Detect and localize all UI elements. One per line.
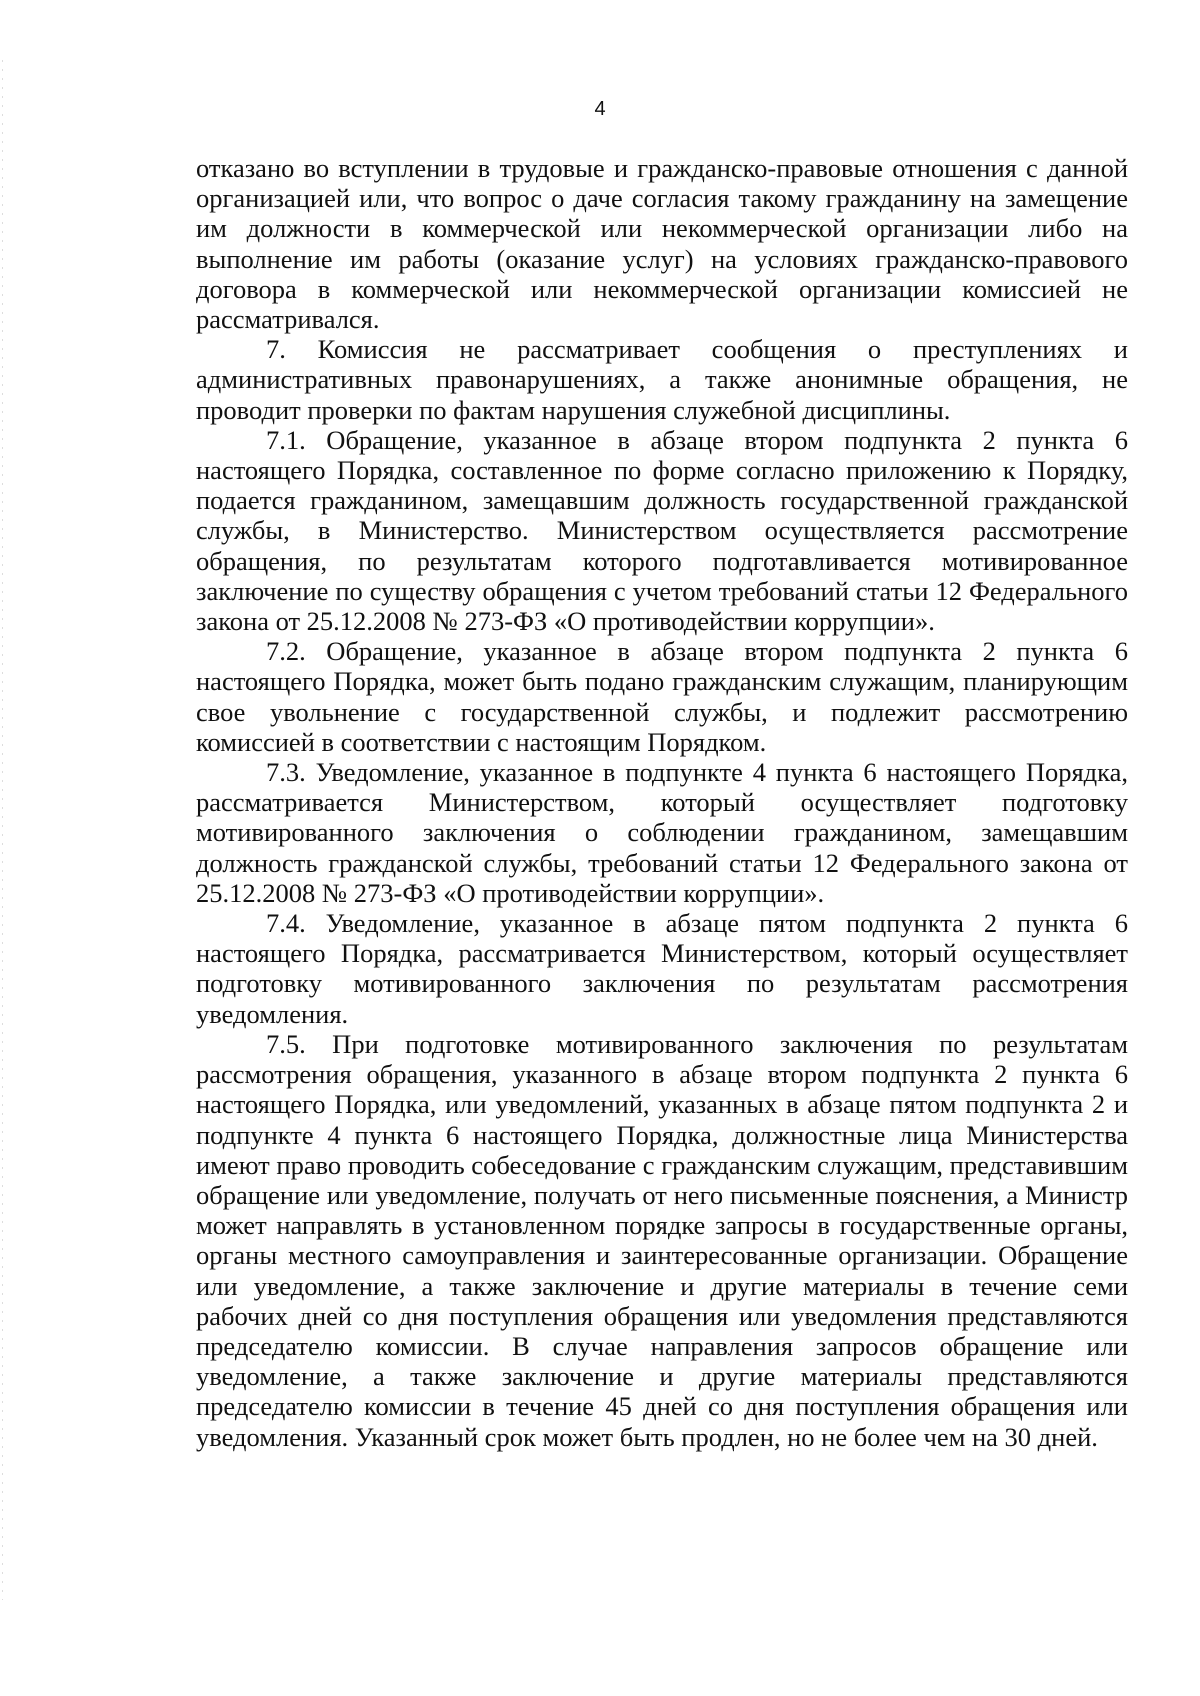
document-body (196, 153, 1128, 1452)
page-number: 4 (594, 98, 606, 120)
paragraph-7-4: 7.4. Уведомление, указанное в абзаце пятом подпункта 2 пункта 6 настоящего Порядка, рассматривается Министерством, который осуществляет подготовку мотивированного заключения по результатам рассмотрения уведомления. (196, 908, 1128, 1029)
scan-edge-artifact (2, 60, 3, 1600)
paragraph-7-5: 7.5. При подготовке мотивированного заключения по результатам рассмотрения обращения, указанного в абзаце втором подпункта 2 пункта 6 настоящего Порядка, или уведомлений, указанных в абзаце пятом подпункта 2 и подпункте 4 пункта 6 настоящего Порядка, должностные лица Министерства имеют право проводить собеседование с гражданским служащим, представившим обращение или уведомление, получать от него письменные пояснения, а Министр может направлять в установленном порядке запросы в государственные органы, органы местного самоуправления и заинтересованные организации. Обращение или уведомление, а также заключение и другие материалы в течение семи рабочих дней со дня поступления обращения или уведомления представляются председателю комиссии. В случае направления запросов обращение или уведомление, а также заключение и другие материалы представляются председателю комиссии в течение 45 дней со дня поступления обращения или уведомления. Указанный срок может быть продлен, но не более чем на 30 дней. (196, 1028, 1128, 1452)
paragraph-7-2: 7.2. Обращение, указанное в абзаце втором подпункта 2 пункта 6 настоящего Порядка, может быть подано гражданским служащим, планирующим свое увольнение с государственной службы, и подлежит рассмотрению комиссией в соответствии с настоящим Порядком. (196, 636, 1128, 757)
paragraph-continuation: отказано во вступлении в трудовые и гражданско-правовые отношения с данной организацией или, что вопрос о даче согласия такому гражданину на замещение им должности в коммерческой или некоммерческой организации либо на выполнение им работы (оказание услуг) на условиях гражданско-правового договора в коммерческой или некоммерческой организации комиссией не рассматривался. (196, 153, 1128, 335)
paragraph-7: 7. Комиссия не рассматривает сообщения о преступлениях и административных правонарушениях, а также анонимные обращения, не проводит проверки по фактам нарушения служебной дисциплины. (196, 334, 1128, 425)
paragraph-7-1: 7.1. Обращение, указанное в абзаце втором подпункта 2 пункта 6 настоящего Порядка, составленное по форме согласно приложению к Порядку, подается гражданином, замещавшим должность государственной гражданской службы, в Министерство. Министерством осуществляется рассмотрение обращения, по результатам которого подготавливается мотивированное заключение по существу обращения с учетом требований статьи 12 Федерального закона от 25.12.2008 № 273-ФЗ «О противодействии коррупции». (196, 424, 1128, 637)
paragraph-7-3: 7.3. Уведомление, указанное в подпункте 4 пункта 6 настоящего Порядка, рассматривается Министерством, который осуществляет подготовку мотивированного заключения о соблюдении гражданином, замещавшим должность гражданской службы, требований статьи 12 Федерального закона от 25.12.2008 № 273-ФЗ «О противодействии коррупции». (196, 757, 1128, 908)
